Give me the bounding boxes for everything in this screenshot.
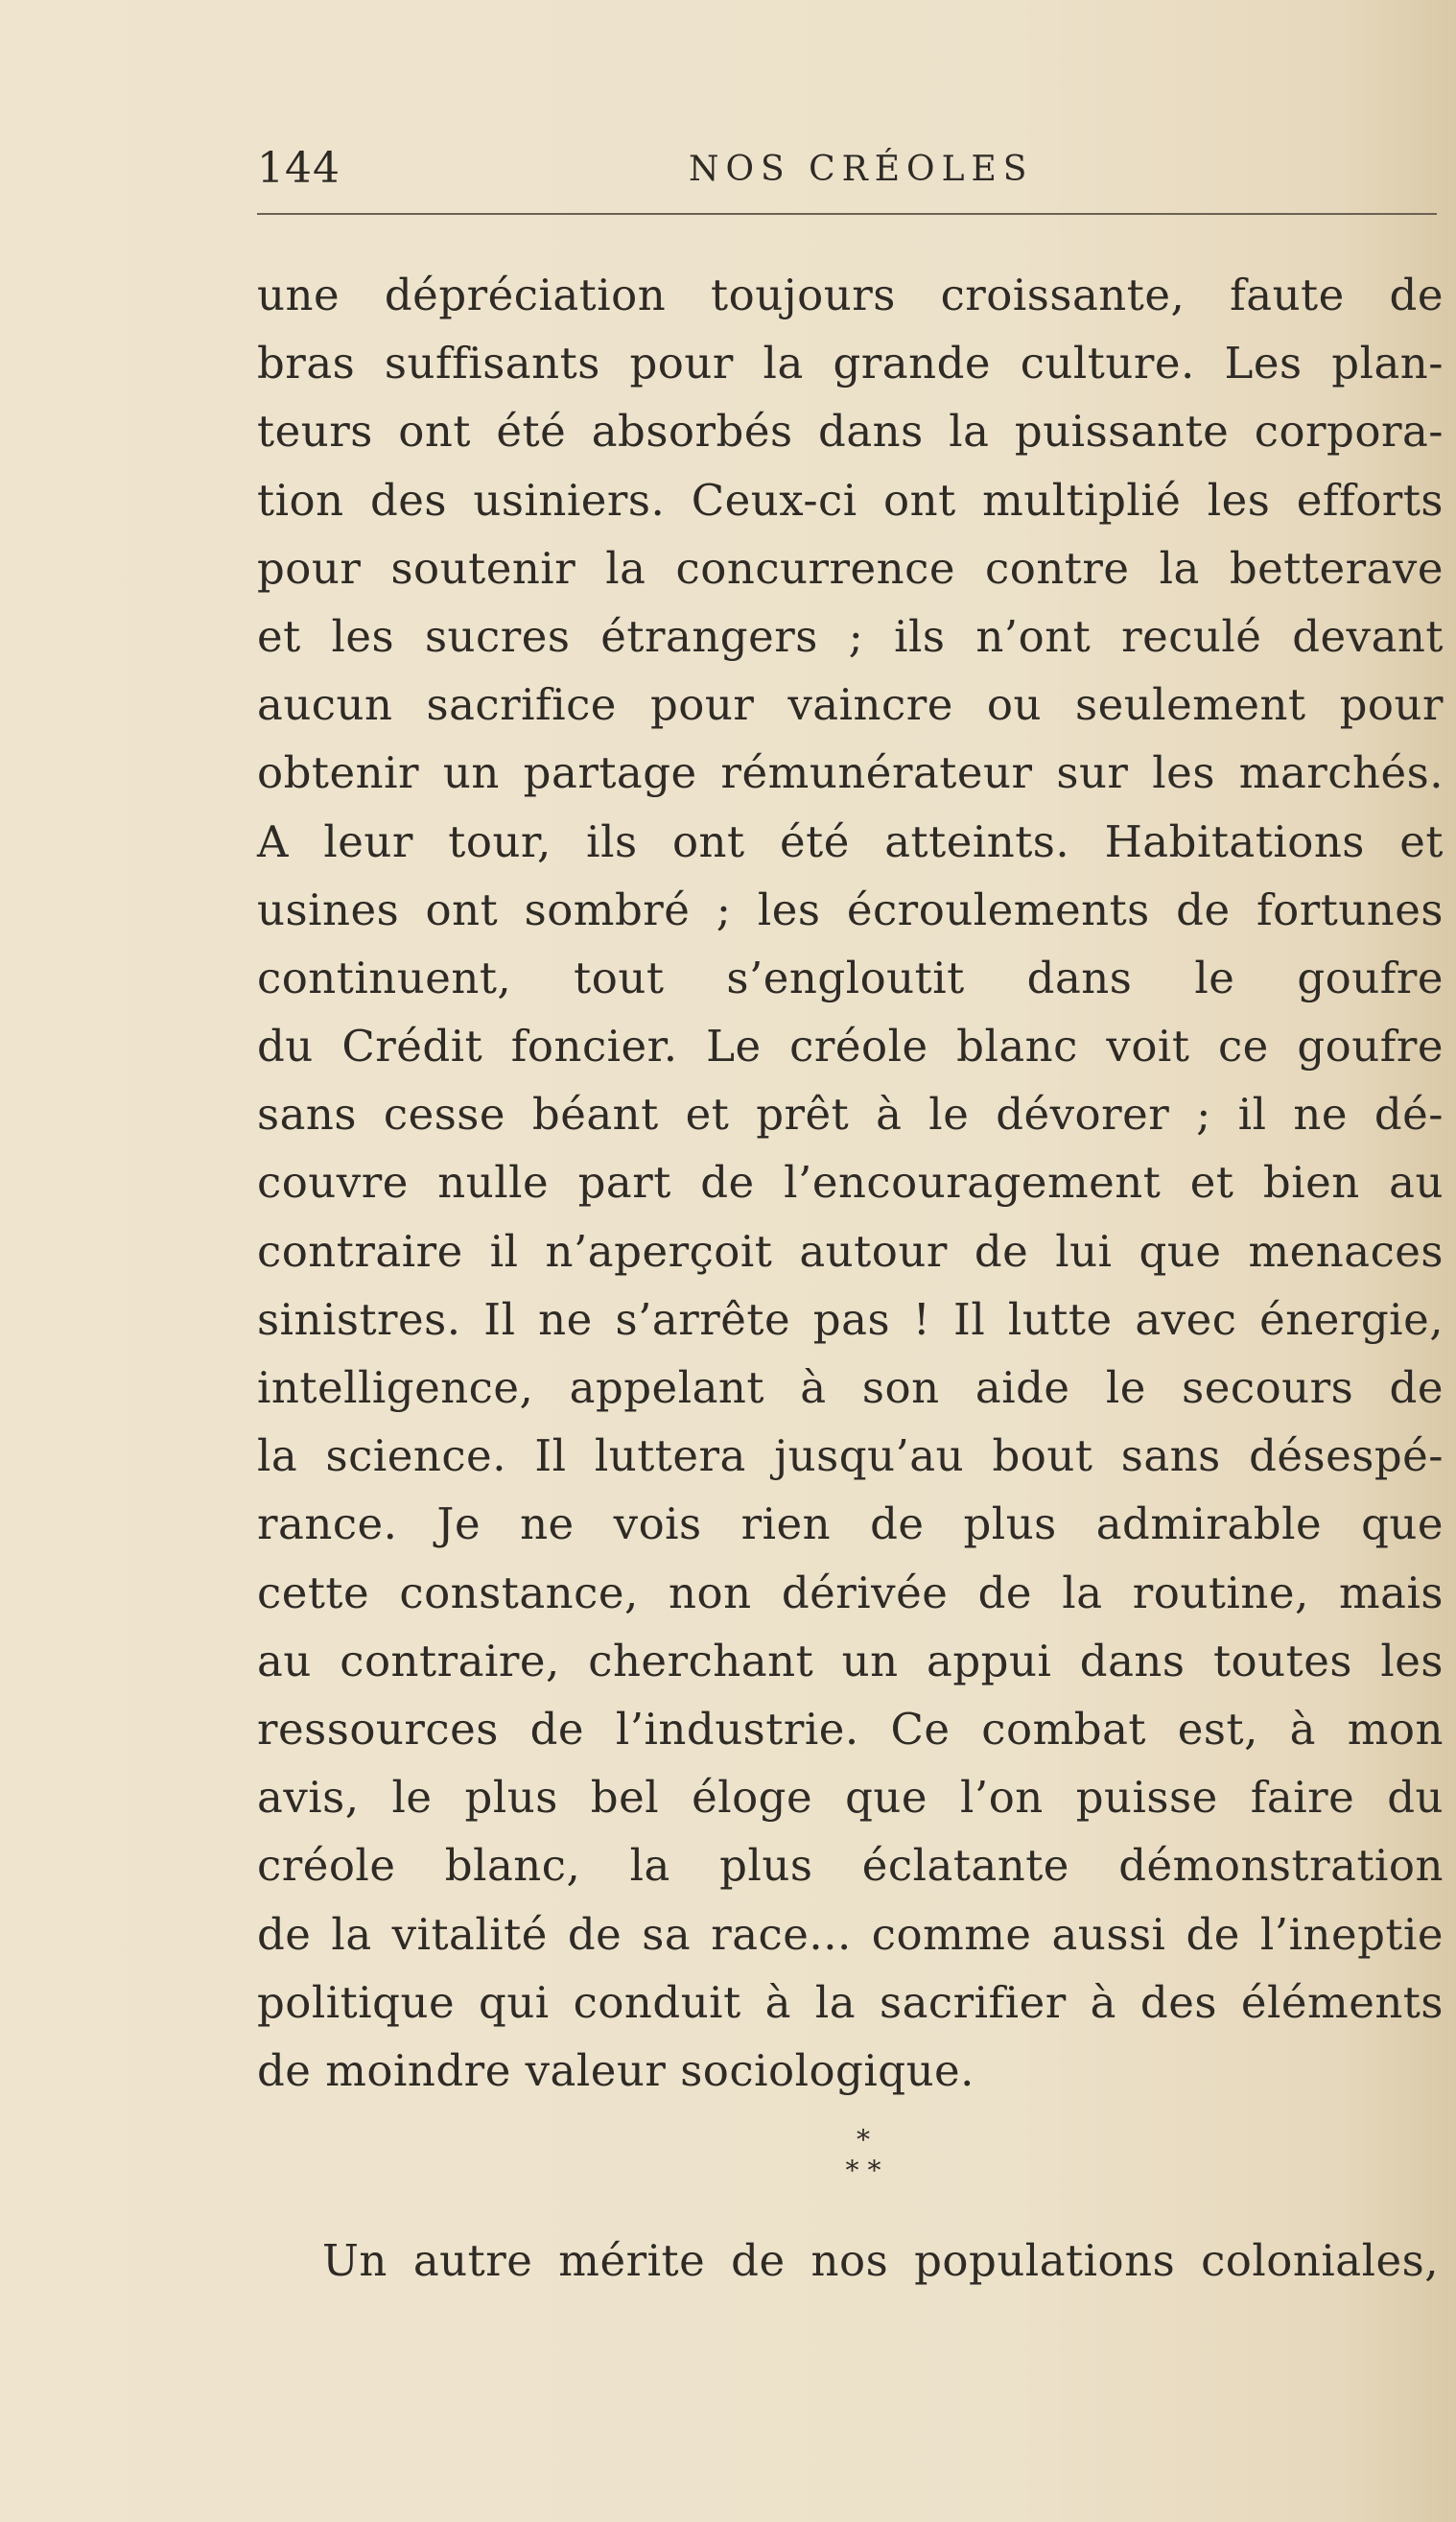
section-separator bbox=[825, 2125, 902, 2186]
text-line: créole blanc, la plus éclatante démonstration bbox=[257, 1840, 1444, 1892]
text-line: continuent, tout s’engloutit dans le goufre bbox=[257, 952, 1444, 1003]
text-line: teurs ont été absorbés dans la puissante corpora- bbox=[257, 406, 1444, 458]
text-line: sans cesse béant et prêt à le dévorer ; il ne dé- bbox=[257, 1089, 1444, 1141]
text-line: aucun sacrifice pour vaincre ou seulement pour bbox=[257, 679, 1444, 731]
text-line: ressources de l’industrie. Ce combat est, à mon bbox=[257, 1703, 1444, 1755]
text-line: de la vitalité de sa race... comme aussi de l’ineptie bbox=[257, 1908, 1444, 1960]
text-line: sinistres. Il ne s’arrête pas ! Il lutte avec énergie, bbox=[257, 1293, 1444, 1345]
separator-stars-bottom: * * bbox=[845, 2155, 881, 2186]
page-number: 144 bbox=[257, 144, 341, 193]
separator-star-top: * bbox=[857, 2124, 870, 2156]
text-line: contraire il n’aperçoit autour de lui que menaces bbox=[257, 1225, 1444, 1277]
text-line: intelligence, appelant à son aide le secours de bbox=[257, 1362, 1444, 1413]
text-line: cette constance, non dérivée de la routine, mais bbox=[257, 1567, 1444, 1618]
text-line: et les sucres étrangers ; ils n’ont reculé devant bbox=[257, 610, 1444, 662]
text-line-last: de moindre valeur sociologique. bbox=[257, 2044, 975, 2096]
text-line: au contraire, cherchant un appui dans toutes les bbox=[257, 1635, 1444, 1686]
text-line: couvre nulle part de l’encouragement et bien au bbox=[257, 1157, 1444, 1209]
text-line: usines ont sombré ; les écroulements de fortunes bbox=[257, 884, 1444, 935]
text-line: politique qui conduit à la sacrifier à des éléments bbox=[257, 1976, 1444, 2028]
text-line: A leur tour, ils ont été atteints. Habitations et bbox=[257, 815, 1444, 867]
text-line: tion des usiniers. Ceux-ci ont multiplié les efforts bbox=[257, 474, 1444, 526]
text-line: pour soutenir la concurrence contre la betterave bbox=[257, 542, 1444, 594]
text-line: avis, le plus bel éloge que l’on puisse faire du bbox=[257, 1772, 1444, 1824]
text-line: du Crédit foncier. Le créole blanc voit ce goufre bbox=[257, 1021, 1444, 1072]
text-line: une dépréciation toujours croissante, faute de bbox=[257, 270, 1444, 320]
text-line: bras suffisants pour la grande culture. Les plan- bbox=[257, 338, 1444, 389]
next-paragraph-first-line: Un autre mérite de nos populations coloniales, bbox=[322, 2235, 1439, 2286]
text-line: la science. Il luttera jusqu’au bout sans désespé- bbox=[257, 1430, 1444, 1482]
text-line: rance. Je ne vois rien de plus admirable que bbox=[257, 1498, 1444, 1550]
running-title: NOS CRÉOLES bbox=[689, 150, 1034, 189]
body-paragraph bbox=[257, 261, 1444, 2105]
page-header bbox=[257, 144, 1437, 201]
header-rule bbox=[257, 213, 1437, 215]
text-line: obtenir un partage rémunérateur sur les marchés. bbox=[257, 747, 1444, 799]
